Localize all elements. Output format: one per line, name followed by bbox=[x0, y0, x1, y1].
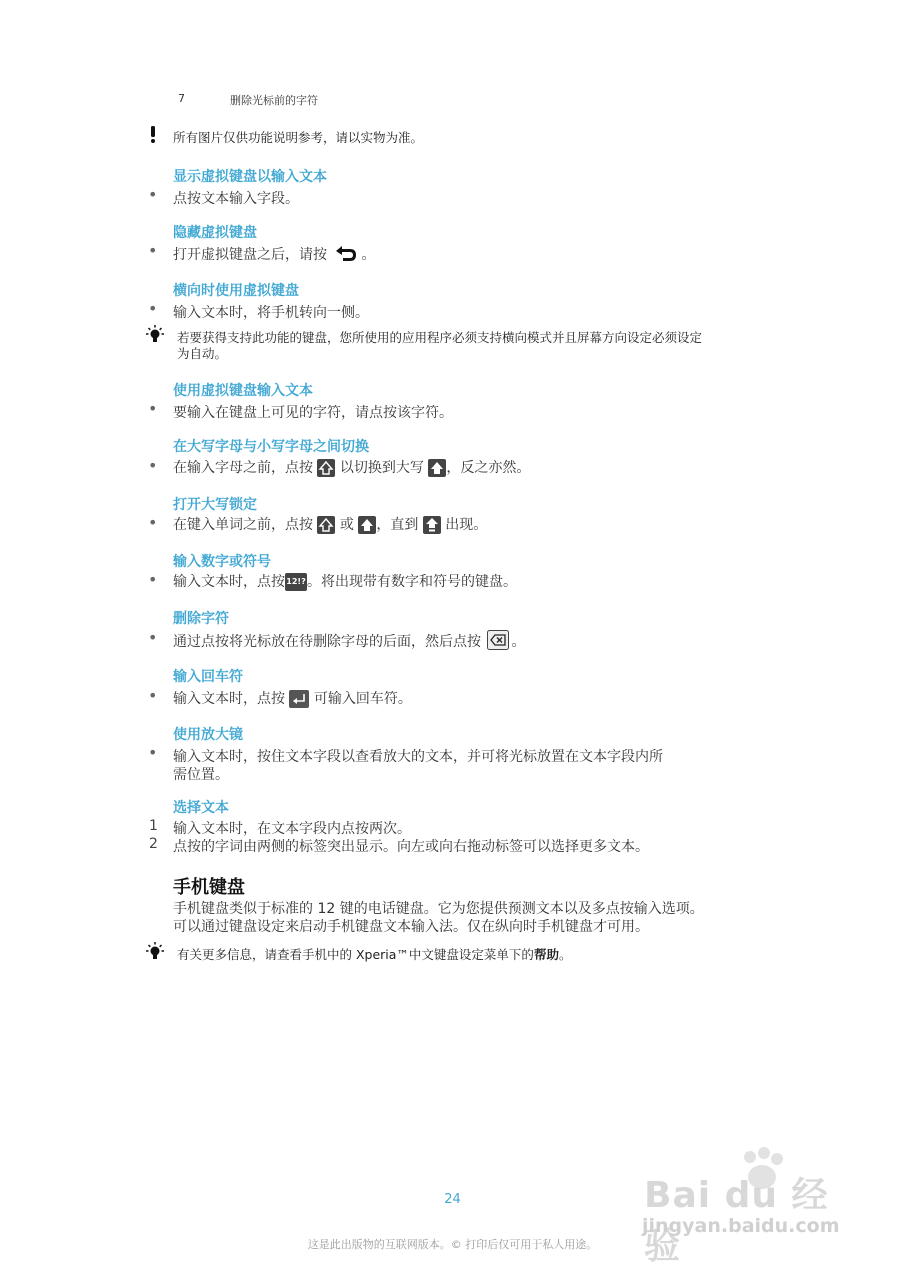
delete-part1: 通过点按将光标放在待删除字母的后面，然后点按 bbox=[173, 634, 481, 650]
caps-lock-line bbox=[173, 514, 487, 534]
step-number: 1 bbox=[149, 818, 158, 834]
footer-text: 这是此出版物的互联网版本。© 打印后仅可用于私人用途。 bbox=[307, 1238, 598, 1251]
tip-bold-help: 帮助 bbox=[533, 947, 559, 962]
bullet-dot: • bbox=[148, 513, 158, 532]
shift-outline-icon bbox=[317, 516, 335, 534]
heading-enter: 输入回车符 bbox=[173, 669, 243, 685]
enter-part1: 输入文本时，点按 bbox=[173, 691, 285, 707]
caps-lock-part4: 出现。 bbox=[445, 517, 488, 533]
heading-hide-keyboard: 隐藏虚拟键盘 bbox=[173, 225, 257, 241]
shift-filled-icon bbox=[358, 516, 376, 534]
heading-case-switch: 在大写字母与小写字母之间切换 bbox=[173, 439, 369, 455]
bullet-dot: • bbox=[148, 399, 158, 418]
shift-outline-icon bbox=[317, 459, 335, 477]
heading-show-keyboard: 显示虚拟键盘以输入文本 bbox=[173, 169, 327, 185]
caps-lock-part3: ，直到 bbox=[376, 517, 419, 533]
enter-icon bbox=[289, 690, 309, 708]
bullet-dot: • bbox=[148, 628, 158, 647]
bullet-dot: • bbox=[148, 686, 158, 705]
heading-magnifier: 使用放大镜 bbox=[173, 727, 243, 743]
case-switch-part2: 以切换到大写 bbox=[339, 460, 424, 476]
heading-caps-lock: 打开大写锁定 bbox=[173, 497, 257, 513]
numbers-part2: 。将出现带有数字和符号的键盘。 bbox=[307, 574, 517, 590]
tip-end: 。 bbox=[558, 947, 572, 962]
bullet-dot: • bbox=[148, 570, 158, 589]
bullet-dot: • bbox=[148, 299, 158, 318]
landscape-text: 输入文本时，将手机转向一侧。 bbox=[173, 305, 369, 321]
back-icon bbox=[333, 244, 359, 266]
backspace-icon bbox=[487, 630, 509, 654]
enter-part2: 可输入回车符。 bbox=[313, 691, 412, 707]
numbers-key-icon: 12!? bbox=[285, 573, 307, 591]
heading-numbers: 输入数字或符号 bbox=[173, 554, 271, 570]
phone-keyboard-para-line2: 可以通过键盘设定来启动手机键盘文本输入法。仅在纵向时手机键盘才可用。 bbox=[173, 919, 649, 935]
delete-part2: 。 bbox=[511, 634, 526, 650]
case-switch-part3: ，反之亦然。 bbox=[446, 460, 531, 476]
section-title-phone-keyboard: 手机键盘 bbox=[173, 877, 245, 898]
top-item-text: 删除光标前的字符 bbox=[230, 94, 318, 107]
watermark-brand: Bai du 经验 bbox=[644, 1175, 829, 1267]
step-text: 点按的字词由两侧的标签突出显示。向左或向右拖动标签可以选择更多文本。 bbox=[173, 839, 649, 855]
page-number: 24 bbox=[444, 1192, 461, 1207]
warning-note: 所有图片仅供功能说明参考，请以实物为准。 bbox=[173, 130, 424, 145]
caps-lock-part2: 或 bbox=[339, 517, 354, 533]
hide-keyboard-text: 打开虚拟键盘之后，请按 bbox=[173, 247, 327, 263]
show-keyboard-text: 点按文本输入字段。 bbox=[173, 191, 299, 207]
watermark-url: jingyan.baidu.com bbox=[642, 1215, 840, 1237]
top-item-number: 7 bbox=[178, 92, 185, 105]
phone-keyboard-para-line1: 手机键盘类似于标准的 12 键的电话键盘。它为您提供预测文本以及多点按输入选项。 bbox=[173, 901, 704, 917]
magnifier-line1: 输入文本时，按住文本字段以查看放大的文本，并可将光标放置在文本字段内所 bbox=[173, 749, 663, 765]
tip-text: 有关更多信息，请查看手机中的 Xperia™中文键盘设定菜单下的 bbox=[177, 947, 534, 962]
bullet-dot: • bbox=[148, 456, 158, 475]
numbers-line bbox=[173, 571, 517, 591]
phone-keyboard-tip bbox=[177, 945, 571, 963]
numbers-part1: 输入文本时，点按 bbox=[173, 574, 285, 590]
case-switch-line bbox=[173, 457, 530, 477]
bullet-dot: • bbox=[148, 241, 158, 260]
bullet-dot: • bbox=[148, 185, 158, 204]
heading-landscape: 横向时使用虚拟键盘 bbox=[173, 283, 299, 299]
landscape-tip-line2: 为自动。 bbox=[177, 346, 228, 361]
shift-filled-icon bbox=[428, 459, 446, 477]
magnifier-line2: 需位置。 bbox=[173, 767, 229, 783]
hide-keyboard-line bbox=[173, 244, 375, 266]
heading-input-text: 使用虚拟键盘输入文本 bbox=[173, 383, 313, 399]
input-text-text: 要输入在键盘上可见的字符，请点按该字符。 bbox=[173, 405, 453, 421]
exclamation-icon bbox=[148, 126, 158, 148]
heading-delete: 删除字符 bbox=[173, 611, 229, 627]
bullet-dot: • bbox=[148, 743, 158, 762]
landscape-tip-line1: 若要获得支持此功能的键盘，您所使用的应用程序必须支持横向模式并且屏幕方向设定必须设定 bbox=[177, 330, 703, 345]
lightbulb-icon bbox=[144, 942, 166, 966]
delete-line bbox=[173, 630, 525, 654]
enter-line bbox=[173, 688, 412, 708]
heading-select-text: 选择文本 bbox=[173, 800, 229, 816]
hide-keyboard-end: 。 bbox=[361, 247, 376, 263]
lightbulb-icon bbox=[144, 325, 166, 349]
case-switch-part1: 在输入字母之前，点按 bbox=[173, 460, 313, 476]
step-number: 2 bbox=[149, 836, 158, 852]
step-text: 输入文本时，在文本字段内点按两次。 bbox=[173, 821, 411, 837]
caps-lock-part1: 在键入单词之前，点按 bbox=[173, 517, 313, 533]
caps-lock-icon bbox=[423, 516, 441, 534]
